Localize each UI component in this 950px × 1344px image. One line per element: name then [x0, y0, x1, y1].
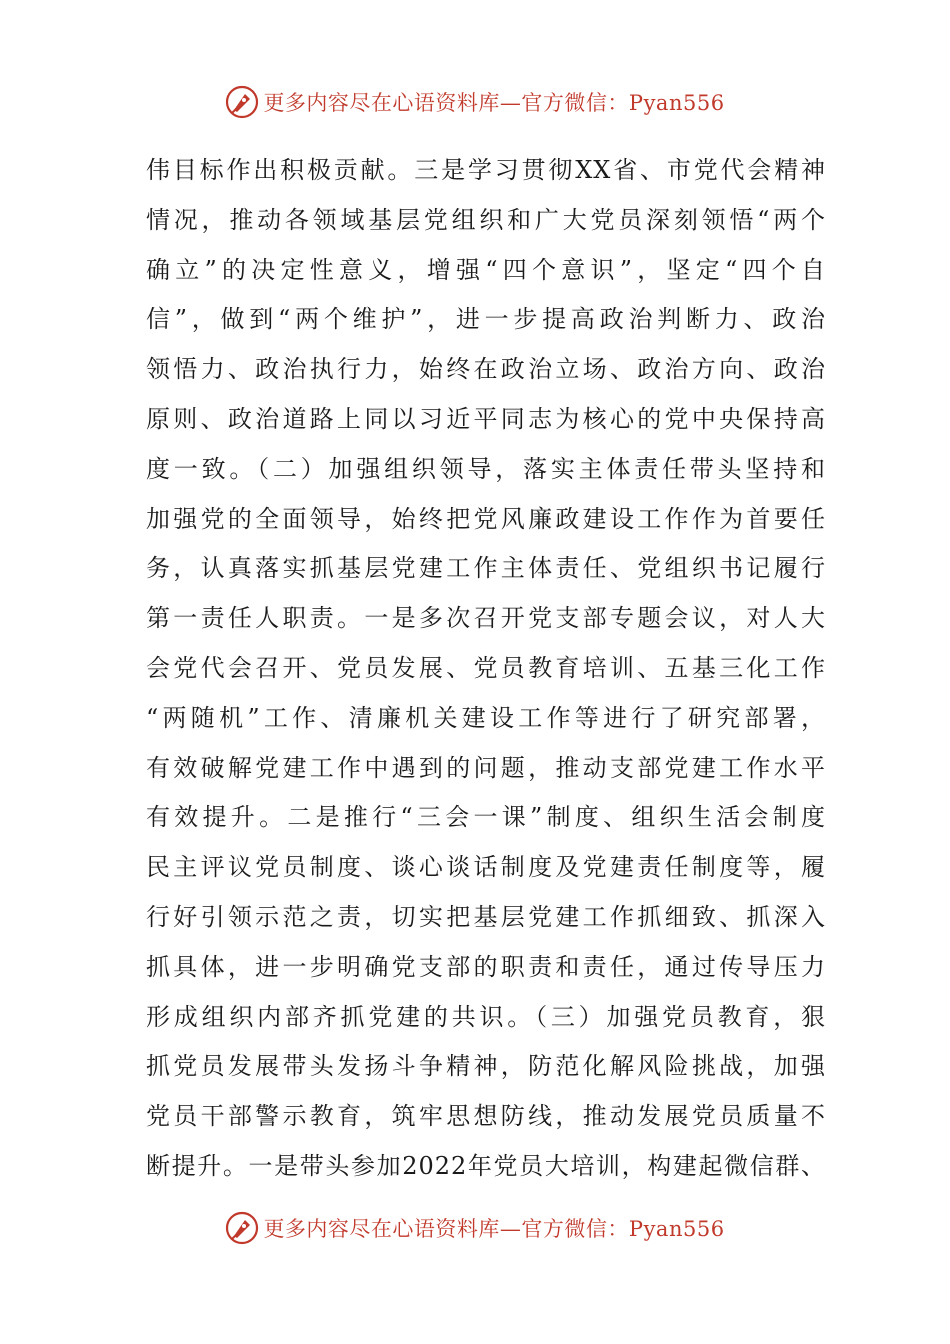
body-text-line: 度一致。（二）加强组织领导，落实主体责任带头坚持和	[146, 454, 826, 483]
footer-banner-text: 更多内容尽在心语资料库—官方微信：Pyan556	[263, 1217, 725, 1241]
document-body	[146, 146, 826, 1192]
body-text-line: 加强党的全面领导，始终把党风廉政建设工作作为首要任	[146, 504, 826, 533]
body-text-line: 会党代会召开、党员发展、党员教育培训、五基三化工作	[146, 653, 826, 682]
body-text-line: 情况，推动各领域基层党组织和广大党员深刻领悟“两个	[146, 205, 826, 234]
body-text-line: 抓具体，进一步明确党支部的职责和责任，通过传导压力	[146, 952, 826, 981]
body-text-line: 确立”的决定性意义，增强“四个意识”，坚定“四个自	[146, 255, 826, 284]
body-text-line: 有效提升。二是推行“三会一课”制度、组织生活会制度	[146, 803, 826, 832]
body-text-line: 断提升。一是带头参加2022年党员大培训，构建起微信群、	[146, 1151, 826, 1180]
body-text-line: 行好引领示范之责，切实把基层党建工作抓细致、抓深入	[146, 902, 826, 931]
body-text-line: 原则、政治道路上同以习近平同志为核心的党中央保持高	[146, 404, 826, 433]
body-text-line: 务，认真落实抓基层党建工作主体责任、党组织书记履行	[146, 554, 826, 583]
body-text-line: “两随机”工作、清廉机关建设工作等进行了研究部署，	[146, 703, 826, 732]
body-text-line: 形成组织内部齐抓党建的共识。（三）加强党员教育，狠	[146, 1002, 826, 1031]
body-text-line: 民主评议党员制度、谈心谈话制度及党建责任制度等，履	[146, 853, 826, 882]
body-text-line: 信”，做到“两个维护”，进一步提高政治判断力、政治	[146, 305, 826, 334]
body-text-line: 第一责任人职责。一是多次召开党支部专题会议，对人大	[146, 604, 826, 633]
header-watermark-banner	[0, 82, 950, 122]
footer-watermark-banner	[0, 1208, 950, 1248]
pen-nib-logo-icon	[225, 85, 259, 119]
body-text-line: 党员干部警示教育，筑牢思想防线，推动发展党员质量不	[146, 1102, 826, 1131]
body-text-line: 伟目标作出积极贡献。三是学习贯彻XX省、市党代会精神	[146, 156, 826, 184]
body-text-line: 抓党员发展带头发扬斗争精神，防范化解风险挑战，加强	[146, 1052, 826, 1081]
pen-nib-logo-icon	[225, 1211, 259, 1245]
body-text-line: 有效破解党建工作中遇到的问题，推动支部党建工作水平	[146, 753, 826, 782]
body-text-line: 领悟力、政治执行力，始终在政治立场、政治方向、政治	[146, 355, 826, 384]
header-banner-text: 更多内容尽在心语资料库—官方微信：Pyan556	[263, 91, 725, 115]
